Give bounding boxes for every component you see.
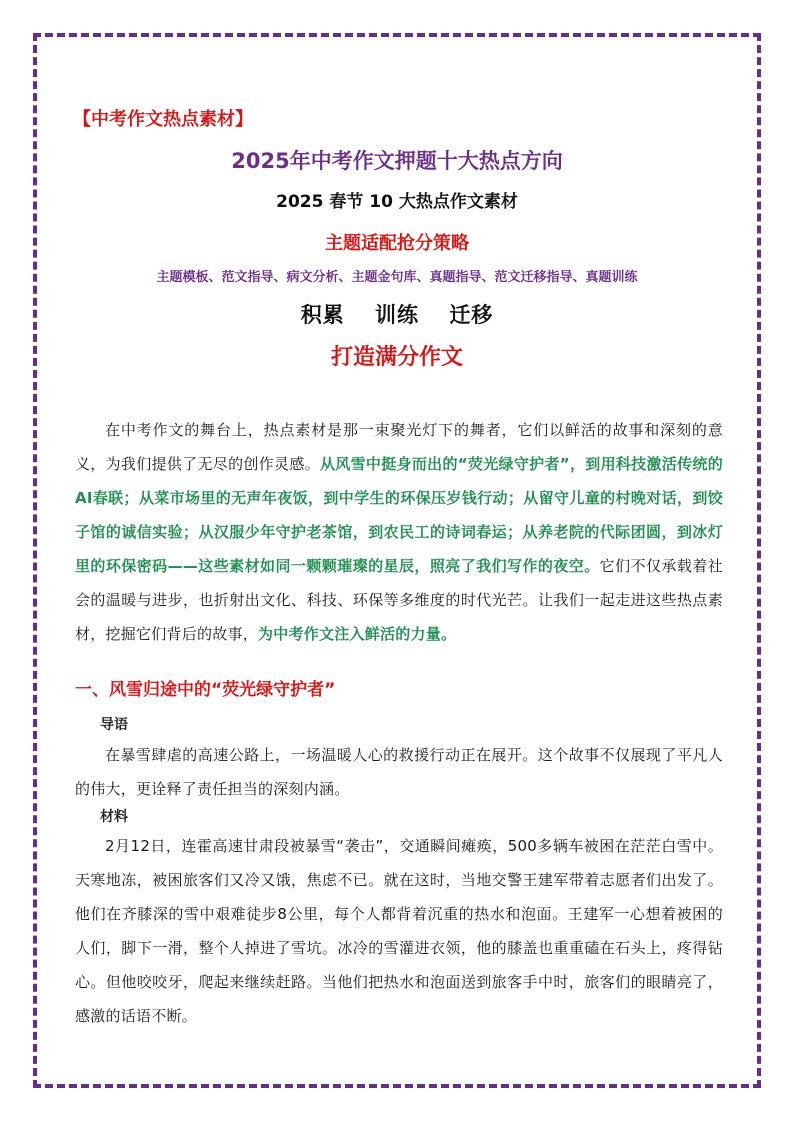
section-title: 一、风雪归途中的“荧光绿守护者” (75, 680, 336, 700)
material-label: 材料 (100, 809, 128, 825)
intro-closing: 为中考作文注入鲜活的力量。 (258, 625, 457, 643)
page-title: 2025年中考作文押题十大热点方向 (231, 149, 563, 173)
slogan: 打造满分作文 (330, 345, 463, 370)
intro-middle: 它们不仅承载着社会的温暖与进步，也折射出文化、科技、环保等多维度的时代光芒。让我们一起走进这些热点素材，挖掘它们背后的故事， (75, 557, 723, 643)
keyword-transfer: 迁移 (449, 303, 494, 327)
guide-label: 导语 (100, 717, 128, 733)
intro-lead: 在中考作文的舞台上，热点素材是那一束聚光灯下的舞者，它们以鲜活的故事和深刻的意义，为我们提供了无尽的创作灵感。 (75, 421, 723, 473)
strategy-heading: 主题适配抢分策略 (325, 233, 469, 254)
intro-highlight: 从风雪中挺身而出的“荧光绿守护者”，到用科技激活传统的AI春联；从菜市场里的无声年夜饭，到中学生的环保压岁钱行动；从留守儿童的村晚对话，到饺子馆的诚信实验；从汉服少年守护老茶馆，到农民工的诗词春运；从养老院的代际团圆，到冰灯里的环保密码——这些素材如同一颗颗璀璨的星辰，照亮了我们写作的夜空。 (75, 455, 723, 575)
page-subtitle: 2025 春节 10 大热点作文素材 (276, 192, 518, 212)
keyword-train: 训练 (375, 303, 419, 327)
keyword-accumulate: 积累 (300, 303, 345, 327)
category-label: 【中考作文热点素材】 (73, 109, 253, 130)
keyword-row (0, 299, 794, 329)
intro-paragraph (75, 413, 723, 651)
material-paragraph: 2月12日，连霍高速甘肃段被暴雪“袭击”，交通瞬间瘫痪，500多辆车被困在茫茫白雪中。天寒地冻，被困旅客们又冷又饿，焦虑不已。就在这时，当地交警王建军带着志愿者们出发了。他们在齐膝深的雪中艰难徒步8公里，每个人都背着沉重的热水和泡面。王建军一心想着被困的人们，脚下一滑，整个人掉进了雪坑。冰冷的雪灌进衣领，他的膝盖也重重磕在石头上，疼得钻心。但他咬咬牙，爬起来继续赶路。当他们把热水和泡面送到旅客手中时，旅客们的眼睛亮了，感激的话语不断。 (75, 837, 723, 1025)
guide-paragraph: 在暴雪肆虐的高速公路上，一场温暖人心的救援行动正在展开。这个故事不仅展现了平凡人的伟大，更诠释了责任担当的深刻内涵。 (75, 746, 723, 798)
module-list: 主题模板、范文指导、病文分析、主题金句库、真题指导、范文迁移指导、真题训练 (156, 270, 638, 285)
